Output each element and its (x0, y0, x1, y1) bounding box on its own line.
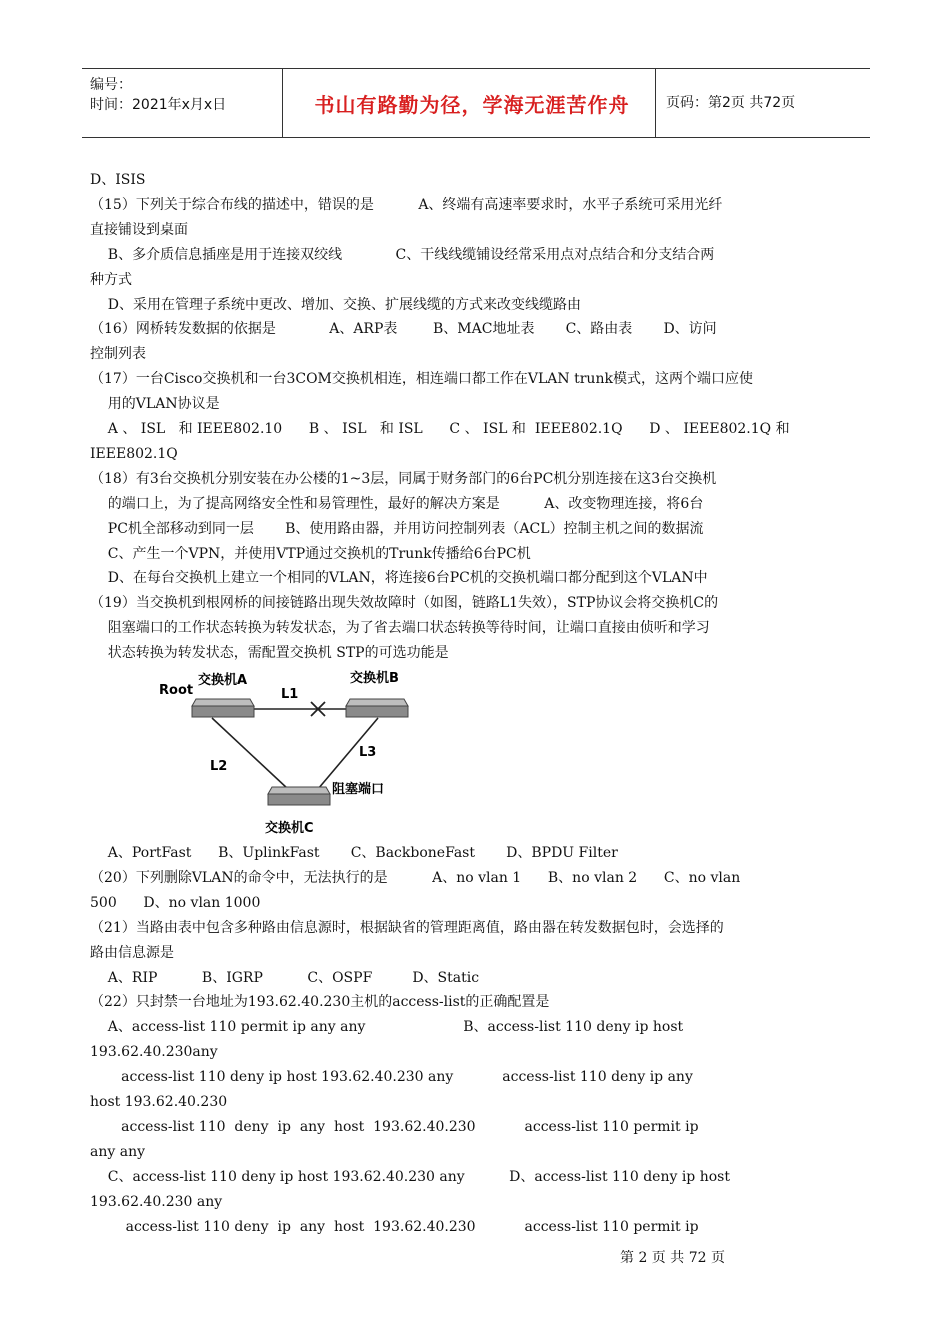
text-line: 种方式 (90, 271, 132, 288)
text-line: any any (90, 1143, 145, 1160)
header-divider (655, 69, 656, 137)
switch-a-icon (192, 699, 254, 717)
text-line: host 193.62.40.230 (90, 1094, 228, 1110)
text-line: 路由信息源是 (90, 944, 174, 961)
text-line: 控制列表 (90, 346, 146, 363)
text-line: A、RIP B、IGRP C、OSPF D、Static (90, 969, 480, 986)
text-line: 193.62.40.230 any (90, 1193, 223, 1210)
text-line: A 、 ISL 和 IEEE802.10 B 、 ISL 和 ISL C 、 ISL 和 IEEE802.1Q D 、 IEEE802.1Q 和 (90, 421, 790, 437)
text-line: （22）只封禁一台地址为193.62.40.230主机的access-list的正确配置是 (90, 994, 550, 1011)
switch-b-label: 交换机B (350, 671, 399, 686)
page-count-label: 页码：第2页 共72页 (666, 95, 796, 111)
blocked-port-label: 阻塞端口 (332, 782, 385, 797)
link-l3-label: L3 (359, 745, 377, 760)
text-line: （18）有3台交换机分别安装在办公楼的1~3层，同属于财务部门的6台PC机分别连接在这3台交换机 (90, 470, 717, 487)
link-l1-label: L1 (281, 687, 299, 702)
text-line: A、PortFast B、UplinkFast C、BackboneFast D、BPDU Filter (90, 845, 618, 861)
text-line: access-list 110 deny ip any host 193.62.40.230 access-list 110 permit ip (90, 1218, 699, 1235)
text-line: D、采用在管理子系统中更改、增加、交换、扩展线缆的方式来改变线缆路由 (90, 296, 582, 313)
text-line: D、ISIS (90, 172, 146, 188)
text-line: access-list 110 deny ip host 193.62.40.230 any access-list 110 deny ip any (90, 1069, 693, 1086)
stp-network-diagram (150, 662, 410, 840)
header-divider (282, 69, 283, 137)
text-line: 500 D、no vlan 1000 (90, 894, 261, 911)
text-line: A、access-list 110 permit ip any any B、access-list 110 deny ip host (90, 1019, 684, 1036)
page-header (82, 68, 870, 138)
link-l2 (212, 718, 288, 789)
text-line: access-list 110 deny ip any host 193.62.40.230 access-list 110 permit ip (90, 1118, 699, 1135)
text-line: （16）网桥转发数据的依据是 A、ARP表 B、MAC地址表 C、路由表 D、访问 (90, 321, 717, 338)
text-line: （17）一台Cisco交换机和一台3COM交换机相连，相连端口都工作在VLAN trunk模式，这两个端口应使 (90, 371, 753, 388)
text-line: IEEE802.1Q (90, 445, 178, 462)
document-date-label: 时间：2021年x月x日 (90, 97, 227, 113)
page-footer: 第 2 页 共 72 页 (620, 1250, 725, 1266)
text-line: 阻塞端口的工作状态转换为转发状态，为了省去端口状态转换等待时间，让端口直接由侦听和学习 (90, 620, 710, 637)
text-line: D、在每台交换机上建立一个相同的VLAN，将连接6台PC机的交换机端口都分配到这个VLAN中 (90, 570, 708, 587)
text-line: （20）下列删除VLAN的命令中，无法执行的是 A、no vlan 1 B、no vlan 2 C、no vlan (90, 869, 741, 886)
text-line: 直接铺设到桌面 (90, 221, 188, 238)
root-label: Root (159, 683, 194, 698)
text-line: （19）当交换机到根网桥的间接链路出现失效故障时（如图，链路L1失效），STP协议会将交换机C的 (90, 595, 719, 612)
switch-a-label: 交换机A (198, 673, 248, 688)
text-line: C、access-list 110 deny ip host 193.62.40.230 any D、access-list 110 deny ip host (90, 1168, 730, 1185)
switch-b-icon (346, 699, 408, 717)
text-line: （21）当路由表中包含多种路由信息源时，根据缺省的管理距离值，路由器在转发数据包时，会选择的 (90, 919, 724, 936)
text-line: 193.62.40.230any (90, 1044, 218, 1061)
header-motto: 书山有路勤为径，学海无涯苦作舟 (314, 92, 630, 117)
text-line: B、多介质信息插座是用于连接双绞线 C、干线线缆铺设经常采用点对点结合和分支结合两 (90, 246, 715, 263)
link-l2-label: L2 (210, 759, 228, 774)
text-line: C、产生一个VPN，并使用VTP通过交换机的Trunk传播给6台PC机 (90, 545, 531, 562)
text-line: PC机全部移动到同一层 B、使用路由器，并用访问控制列表（ACL）控制主机之间的数据流 (90, 520, 704, 537)
text-line: （15）下列关于综合布线的描述中，错误的是 A、终端有高速率要求时，水平子系统可采用光纤 (90, 196, 723, 213)
text-line: 用的VLAN协议是 (90, 396, 220, 413)
document-number-label: 编号： (90, 77, 132, 93)
switch-c-icon (268, 787, 330, 805)
switch-c-label: 交换机C (265, 821, 314, 836)
text-line: 状态转换为转发状态，需配置交换机 STP的可选功能是 (90, 645, 449, 662)
text-line: 的端口上，为了提高网络安全性和易管理性，最好的解决方案是 A、改变物理连接，将6台 (90, 495, 704, 512)
